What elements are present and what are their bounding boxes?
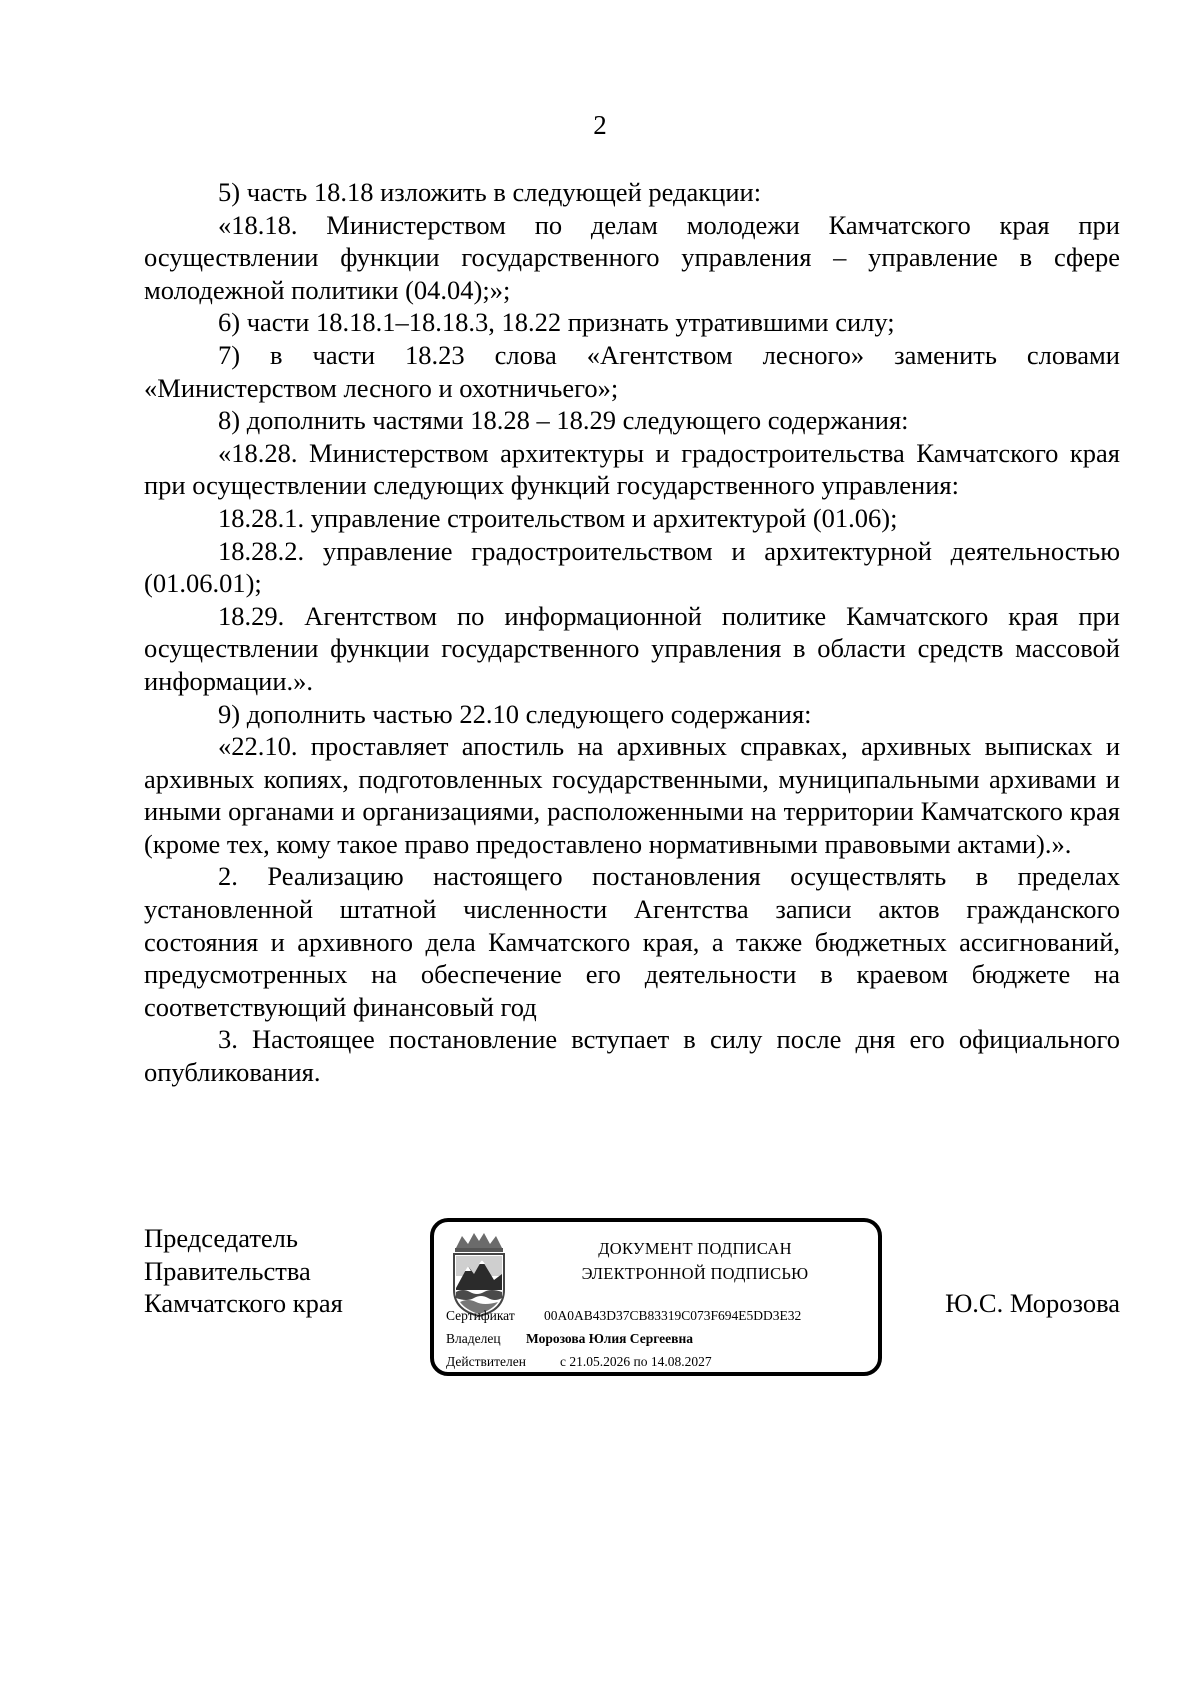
paragraph: 8) дополнить частями 18.28 – 18.29 следующего содержания: bbox=[218, 405, 909, 436]
stamp-details bbox=[446, 1304, 876, 1373]
paragraph: «18.18. Министерством по делам молодежи Камчатского края при осуществлении функции государственного управления – управление в сфере молодежной политики (04.04);»; bbox=[144, 209, 1120, 305]
stamp-certificate-row bbox=[446, 1304, 876, 1327]
signer-name: Ю.С. Морозова bbox=[945, 1288, 1120, 1318]
paragraph: 18.28.1. управление строительством и архитектурой (01.06); bbox=[218, 502, 898, 533]
paragraph: 6) части 18.18.1–18.18.3, 18.22 признать утратившими силу; bbox=[218, 307, 895, 338]
paragraph: 9) дополнить частью 22.10 следующего содержания: bbox=[218, 698, 812, 729]
stamp-owner-row bbox=[446, 1327, 876, 1350]
stamp-heading-line: ДОКУМЕНТ ПОДПИСАН bbox=[598, 1239, 792, 1258]
signer-position-line: Камчатского края bbox=[144, 1288, 343, 1319]
signer-position-line: Председатель bbox=[144, 1223, 298, 1253]
signature-block bbox=[144, 1218, 1120, 1388]
paragraph: 5) часть 18.18 изложить в следующей редакции: bbox=[218, 177, 762, 207]
document-body bbox=[144, 176, 1120, 1089]
stamp-heading bbox=[530, 1236, 860, 1286]
paragraph: «18.28. Министерством архитектуры и градостроительства Камчатского края при осуществлении следующих функций государственного управления: bbox=[144, 437, 1120, 501]
stamp-owner-label: Владелец bbox=[446, 1331, 501, 1346]
paragraph: «22.10. проставляет апостиль на архивных справках, архивных выписках и архивных копиях, подготовленных государственными, муниципальными архивами и иными органами и организациями, расположенными на территории Камчатского края (кроме тех, кому такое право предоставлено нормативными правовыми актами).». bbox=[144, 731, 1120, 859]
paragraph: 18.28.2. управление градостроительством и архитектурной деятельностью (01.06.01); bbox=[144, 535, 1120, 599]
stamp-certificate-value: 00A0AB43D37CB83319C073F694E5DD3E32 bbox=[544, 1308, 802, 1323]
stamp-validity-row bbox=[446, 1350, 876, 1373]
stamp-certificate-label: Сертификат bbox=[446, 1308, 515, 1323]
stamp-validity-label: Действителен bbox=[446, 1354, 526, 1369]
electronic-signature-stamp bbox=[430, 1218, 882, 1376]
page-number: 2 bbox=[593, 110, 607, 140]
signer-position bbox=[144, 1222, 343, 1320]
signer-position-line: Правительства bbox=[144, 1255, 311, 1286]
paragraph: 2. Реализацию настоящего постановления осуществлять в пределах установленной штатной численности Агентства записи актов гражданского состояния и архивного дела Камчатского края, а также бюджетных ассигнований, предусмотренных на обеспечение его деятельности в краевом бюджете на соответствующий финансовый год bbox=[144, 861, 1120, 1022]
paragraph: 3. Настоящее постановление вступает в силу после дня его официального опубликования. bbox=[144, 1024, 1120, 1088]
paragraph: 7) в части 18.23 слова «Агентством лесного» заменить словами «Министерством лесного и охотничьего»; bbox=[144, 339, 1120, 403]
paragraph: 18.29. Агентством по информационной политике Камчатского края при осуществлении функции государственного управления в области средств массовой информации.». bbox=[144, 600, 1120, 696]
stamp-owner-value: Морозова Юлия Сергеевна bbox=[526, 1331, 693, 1346]
stamp-heading-line: ЭЛЕКТРОННОЙ ПОДПИСЬЮ bbox=[581, 1264, 809, 1283]
stamp-validity-value: с 21.05.2026 по 14.08.2027 bbox=[560, 1354, 712, 1369]
